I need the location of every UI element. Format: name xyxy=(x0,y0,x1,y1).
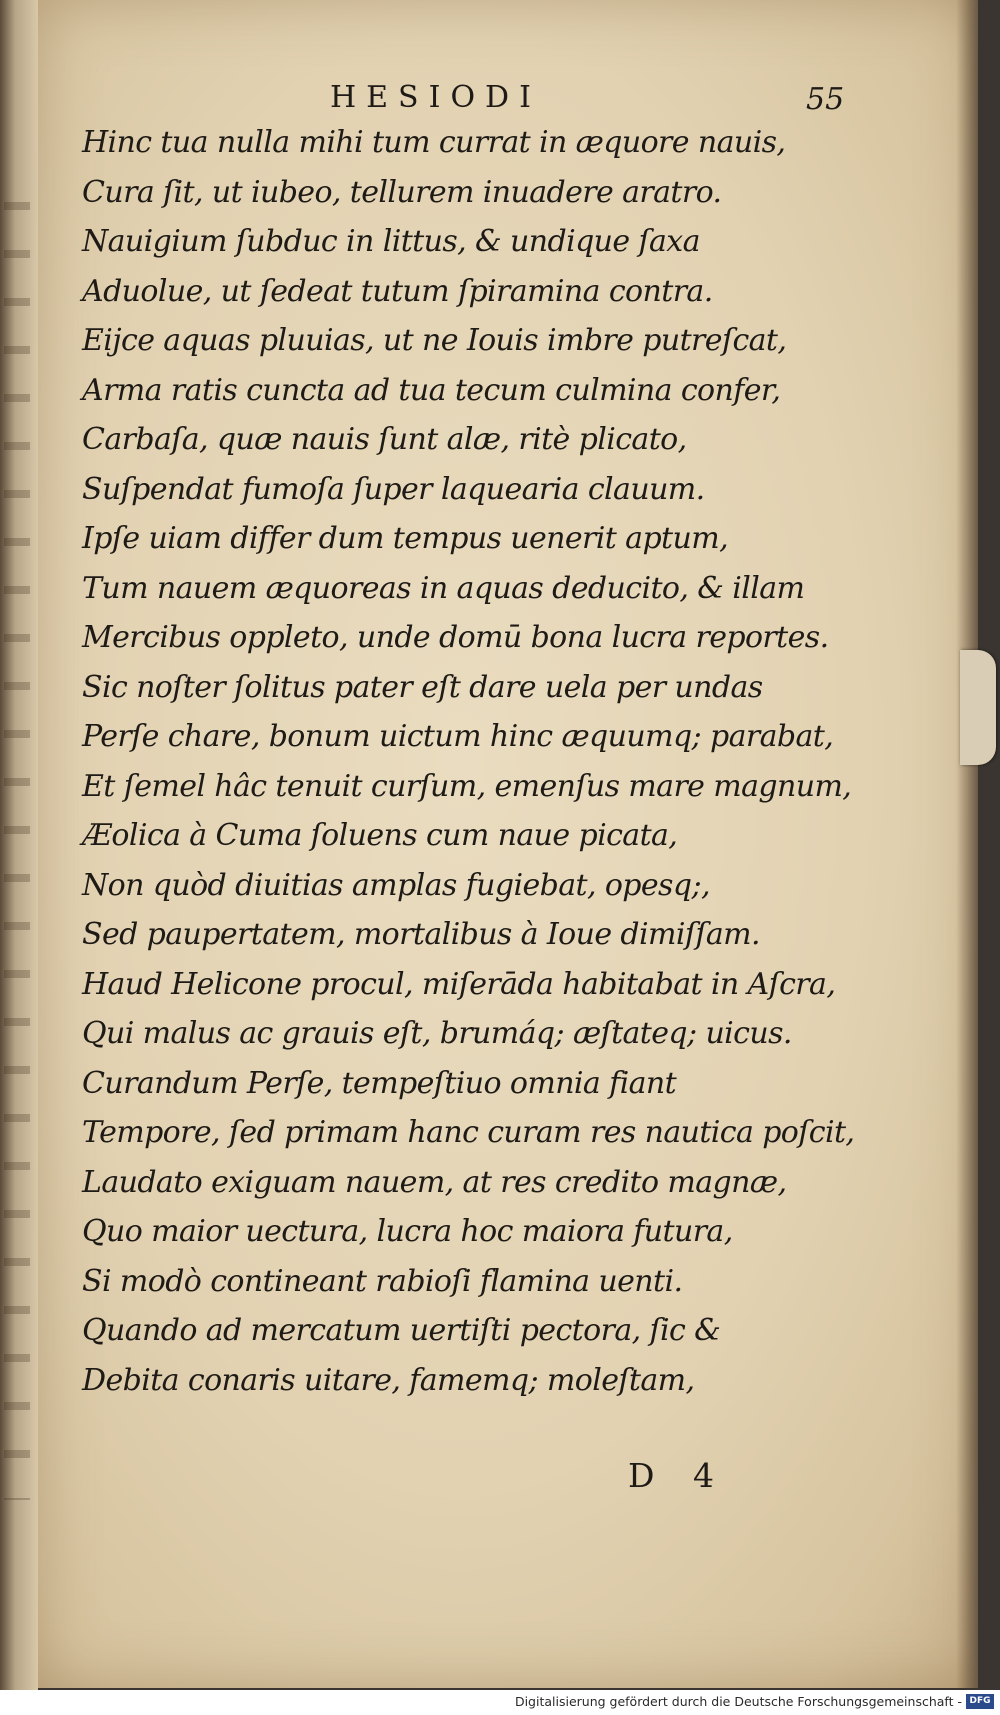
verse-line: Carbaſa, quæ nauis ſunt alæ, ritè plicato, xyxy=(82,422,687,457)
verse-line: Haud Helicone procul, miſerāda habitabat in Aſcra, xyxy=(82,966,836,1002)
verse-line: Curandum Perſe, tempeſtiuo omnia fiant xyxy=(82,1065,677,1101)
digitization-footer xyxy=(0,1690,1000,1715)
verse-line: Sic noſter ſolitus pater eſt dare uela per undas xyxy=(82,669,763,705)
verse-line: Ipſe uiam differ dum tempus uenerit aptum, xyxy=(82,521,729,556)
verse-line: Eijce aquas pluuias, ut ne Iouis imbre putreſcat, xyxy=(82,323,787,358)
verse-line: Et ſemel hâc tenuit curſum, emenſus mare magnum, xyxy=(82,768,852,804)
verse-line: Perſe chare, bonum uictum hinc æquumq; parabat, xyxy=(82,719,834,754)
funding-credit: Digitalisierung gefördert durch die Deutsche Forschungsgemeinschaft - xyxy=(514,1694,962,1709)
verse-line: Si modò contineant rabioſi flamina uenti. xyxy=(82,1263,683,1299)
page-title: HESIODI xyxy=(330,80,541,115)
previous-page-text-bleed xyxy=(4,180,30,1500)
verse-line: Sed paupertatem, mortalibus à Ioue dimiſſam. xyxy=(82,917,760,952)
previous-page-edge xyxy=(0,0,38,1690)
verse-line: Qui malus ac grauis eſt, brumáq; æſtateq; uicus. xyxy=(82,1016,792,1051)
verse-line: Laudato exiguam nauem, at res credito magnæ, xyxy=(82,1164,787,1200)
verse-line: Hinc tua nulla mihi tum currat in æquore nauis, xyxy=(82,125,786,160)
verse-line: Non quòd diuitias amplas fugiebat, opesq;, xyxy=(82,867,710,903)
dfg-logo-icon: DFG xyxy=(966,1694,994,1709)
verse-line: Quo maior uectura, lucra hoc maiora futura, xyxy=(82,1214,733,1249)
verse-line: Æolica à Cuma ſoluens cum naue picata, xyxy=(82,818,678,853)
verse-line: Mercibus oppleto, unde domū bona lucra reportes. xyxy=(82,620,829,655)
verse-line: Cura ſit, ut iubeo, tellurem inuadere aratro. xyxy=(82,174,722,210)
page-number: 55 xyxy=(806,82,845,117)
verse-line: Suſpendat fumoſa ſuper laquearia clauum. xyxy=(82,471,705,507)
verse-line: Tum nauem æquoreas in aquas deducito, & illam xyxy=(82,570,805,606)
verse-line: Tempore, ſed primam hanc curam res nautica poſcit, xyxy=(82,1115,855,1150)
verse-line: Nauigium ſubduc in littus, & undique ſaxa xyxy=(82,224,700,259)
verse-line: Quando ad mercatum uertiſti pectora, ſic & xyxy=(82,1313,721,1348)
verse-line: Arma ratis cuncta ad tua tecum culmina confer, xyxy=(82,372,781,408)
page-gutter-shadow xyxy=(956,0,978,1688)
signature-mark: D 4 xyxy=(628,1456,714,1495)
verse-block xyxy=(82,118,942,1405)
page-tab-marker xyxy=(960,650,996,765)
verse-line: Aduolue, ut ſedeat tutum ſpiramina contra. xyxy=(82,273,713,309)
running-head xyxy=(0,80,1000,120)
verse-line: Debita conaris uitare, famemq; moleſtam, xyxy=(82,1362,695,1398)
